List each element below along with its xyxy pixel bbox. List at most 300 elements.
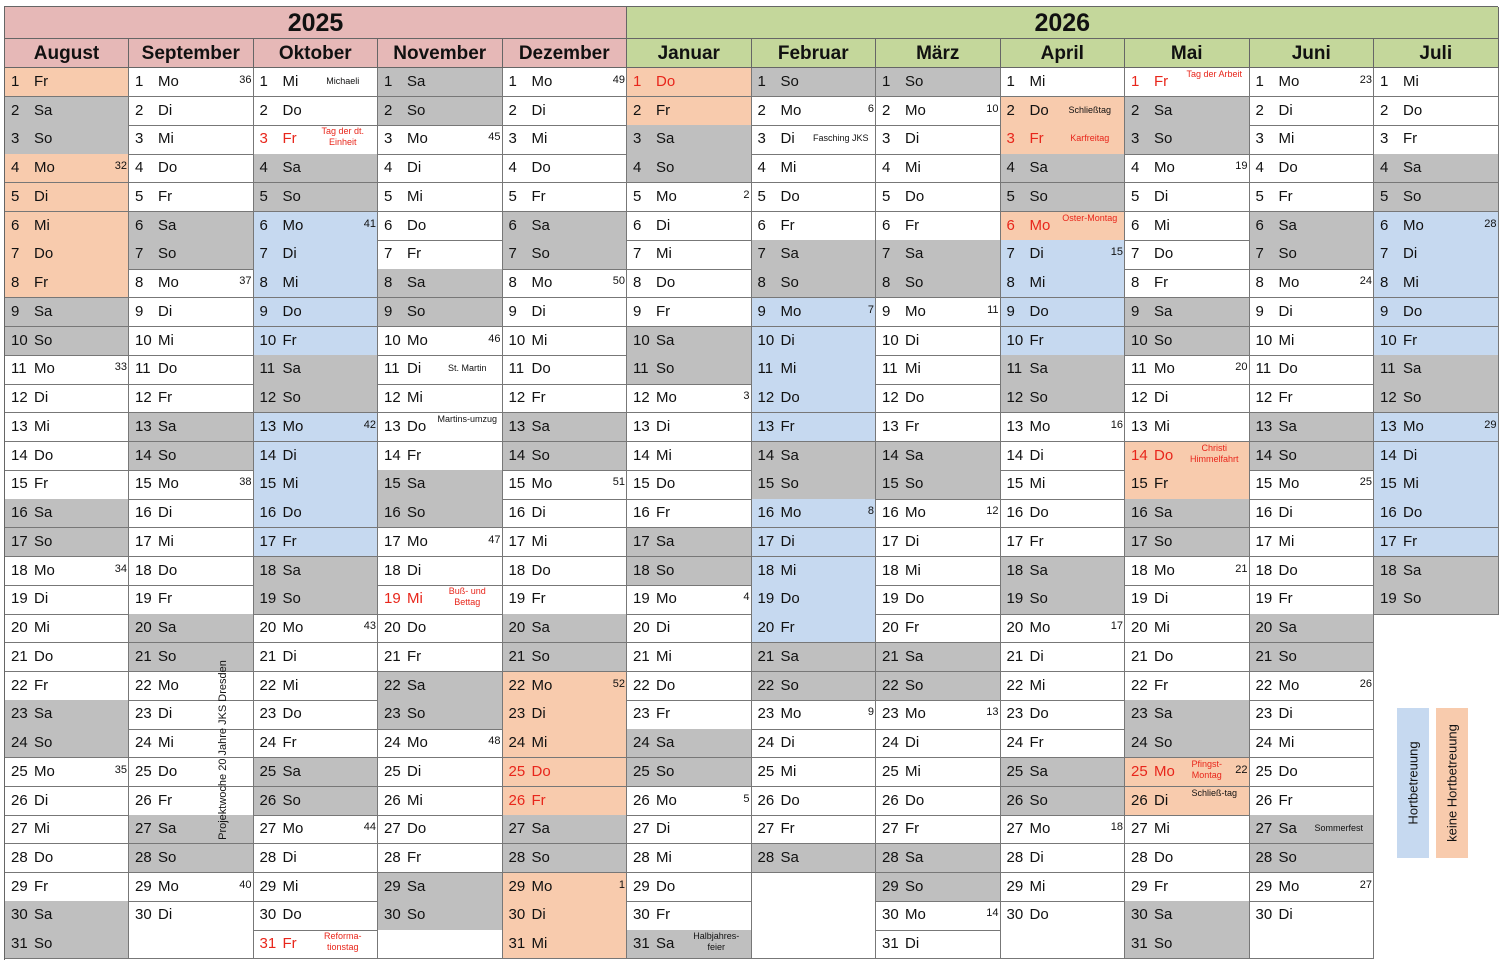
day-cell — [1125, 557, 1250, 586]
day-number: 16 — [882, 504, 899, 522]
day-number: 13 — [135, 417, 152, 435]
weekday: So — [905, 676, 924, 694]
weekday: Sa — [34, 906, 53, 924]
weekday: Di — [780, 734, 795, 752]
week-number: 8 — [867, 505, 874, 518]
weekday: So — [1403, 187, 1422, 205]
weekday: Do — [656, 73, 676, 90]
weekday: Di — [1029, 647, 1044, 665]
weekday: Fr — [1154, 274, 1169, 292]
week-number: 18 — [1110, 821, 1123, 834]
weekday: Mo — [1154, 159, 1175, 177]
week-number: 35 — [114, 763, 127, 776]
day-number: 20 — [259, 619, 277, 637]
weekday: Sa — [1278, 216, 1297, 234]
weekday: Mi — [1403, 475, 1419, 493]
weekday: Mo — [407, 130, 428, 148]
day-cell — [1125, 528, 1250, 557]
day-cell — [5, 528, 129, 557]
day-cell — [254, 528, 379, 557]
day-number: 9 — [259, 302, 268, 320]
day-number: 16 — [633, 504, 650, 522]
day-cell — [1125, 355, 1250, 384]
day-number: 8 — [1380, 274, 1389, 292]
day-number: 11 — [508, 360, 525, 378]
weekday: So — [1029, 590, 1048, 608]
weekday: Sa — [656, 935, 675, 953]
weekday: So — [158, 848, 177, 866]
empty-cell — [1374, 930, 1499, 959]
year-calendar — [4, 6, 1498, 960]
day-number: 1 — [1006, 73, 1015, 90]
day-note: Buß- und Bettag — [448, 586, 486, 608]
weekday: Mi — [158, 734, 174, 752]
day-cell — [503, 212, 628, 241]
weekday: Mi — [282, 676, 299, 694]
weekday: Di — [1278, 705, 1293, 723]
weekday: So — [282, 389, 301, 407]
day-number: 2 — [1380, 101, 1389, 119]
weekday: So — [1029, 791, 1048, 809]
day-cell — [5, 643, 129, 672]
day-cell — [1001, 384, 1126, 413]
day-number: 8 — [11, 274, 20, 292]
empty-cell — [1374, 873, 1499, 902]
day-number: 10 — [384, 331, 401, 349]
weekday: Mi — [905, 159, 921, 177]
empty-cell — [752, 873, 877, 902]
week-number: 36 — [239, 74, 252, 86]
day-number: 19 — [1380, 590, 1397, 608]
day-note: Reforma-tionstag — [323, 931, 362, 953]
weekday: Di — [656, 619, 671, 637]
day-number: 10 — [135, 331, 152, 349]
weekday: Di — [34, 590, 49, 608]
day-cell — [503, 700, 628, 729]
day-note: Christi Himmelfahrt — [1189, 442, 1239, 464]
weekday: So — [656, 762, 675, 780]
day-number: 2 — [259, 101, 268, 119]
day-cell — [129, 815, 254, 844]
day-number: 29 — [1255, 877, 1273, 895]
day-cell — [1001, 758, 1126, 787]
empty-cell — [1001, 930, 1126, 959]
day-number: 12 — [384, 389, 401, 407]
weekday: So — [531, 647, 550, 665]
weekday: Mi — [1029, 274, 1046, 292]
weekday: Fr — [282, 734, 297, 752]
day-number: 2 — [1255, 101, 1264, 119]
day-number: 10 — [259, 331, 277, 349]
day-cell — [1125, 815, 1250, 844]
day-cell — [378, 212, 503, 241]
day-number: 19 — [259, 590, 277, 608]
weekday: Do — [656, 475, 676, 493]
day-cell — [627, 212, 752, 241]
weekday: Do — [282, 101, 302, 119]
weekday: Do — [1278, 762, 1298, 780]
day-cell — [5, 787, 129, 816]
day-number: 3 — [882, 130, 891, 148]
legend-hortbetreuung-label: Hortbetreuung — [1405, 741, 1421, 825]
day-number: 14 — [1380, 446, 1397, 464]
weekday: Do — [34, 446, 54, 464]
day-cell — [1125, 700, 1250, 729]
weekday: Mo — [158, 274, 179, 292]
day-number: 31 — [508, 935, 526, 953]
day-number: 16 — [11, 504, 28, 522]
day-cell — [378, 787, 503, 816]
day-cell — [752, 672, 877, 701]
day-number: 17 — [11, 532, 28, 550]
weekday: Fr — [34, 676, 49, 694]
weekday: Do — [282, 504, 302, 522]
day-cell — [876, 729, 1001, 758]
day-cell — [254, 815, 379, 844]
weekday: Di — [34, 791, 49, 809]
weekday: Do — [780, 389, 800, 407]
day-cell — [876, 97, 1001, 126]
day-number: 18 — [1380, 561, 1397, 579]
day-number: 28 — [384, 848, 401, 866]
weekday: Mo — [656, 791, 677, 809]
weekday: Fr — [158, 389, 173, 407]
weekday: Fr — [780, 216, 795, 234]
day-number: 16 — [1255, 504, 1273, 522]
weekday: Fr — [656, 302, 671, 320]
weekday: Fr — [1278, 187, 1293, 205]
weekday: Mo — [282, 820, 304, 838]
day-cell — [5, 557, 129, 586]
day-cell — [1125, 240, 1250, 269]
day-cell — [129, 183, 254, 212]
weekday: Di — [282, 848, 297, 866]
weekday: Sa — [1278, 619, 1297, 637]
day-number: 18 — [1255, 561, 1273, 579]
day-number: 13 — [384, 417, 401, 435]
day-number: 4 — [633, 159, 642, 177]
day-number: 10 — [1131, 331, 1148, 349]
day-number: 18 — [1006, 561, 1024, 579]
day-number: 20 — [1255, 619, 1273, 637]
month-header: Februar — [752, 39, 877, 68]
day-number: 28 — [135, 848, 152, 866]
weekday: Mi — [531, 130, 548, 148]
day-cell — [1001, 700, 1126, 729]
day-cell — [627, 125, 752, 154]
weekday: Sa — [1403, 159, 1422, 177]
day-cell — [876, 413, 1001, 442]
day-cell — [378, 154, 503, 183]
day-number: 10 — [11, 331, 28, 349]
week-number: 40 — [239, 878, 252, 891]
day-number: 1 — [11, 73, 20, 90]
year-header-2026: 2026 — [627, 7, 1499, 39]
day-number: 24 — [508, 734, 526, 752]
day-cell — [1001, 68, 1126, 97]
day-cell — [1125, 672, 1250, 701]
day-cell — [1001, 585, 1126, 614]
day-number: 16 — [1380, 504, 1397, 522]
day-number: 30 — [11, 906, 28, 924]
day-cell — [129, 499, 254, 528]
weekday: Fr — [780, 820, 795, 838]
weekday: So — [905, 274, 924, 292]
day-number: 28 — [1131, 848, 1148, 866]
weekday: Do — [158, 159, 178, 177]
weekday: Sa — [780, 245, 799, 263]
weekday: Mi — [1029, 676, 1046, 694]
day-number: 14 — [1006, 446, 1024, 464]
weekday: Mi — [531, 532, 548, 550]
weekday: Fr — [1154, 877, 1169, 895]
day-cell — [1001, 557, 1126, 586]
day-number: 3 — [11, 130, 20, 148]
weekday: Do — [1154, 245, 1174, 263]
day-number: 7 — [1380, 245, 1389, 263]
day-number: 14 — [135, 446, 152, 464]
weekday: Mi — [1154, 417, 1170, 435]
day-number: 24 — [11, 734, 28, 752]
weekday: Mi — [1029, 877, 1046, 895]
day-number: 16 — [508, 504, 526, 522]
day-cell — [752, 528, 877, 557]
weekday: Sa — [407, 274, 426, 292]
day-number: 20 — [1131, 619, 1148, 637]
day-number: 4 — [757, 159, 766, 177]
weekday: Di — [407, 360, 422, 378]
weekday: Di — [905, 935, 920, 953]
weekday: Do — [407, 619, 427, 637]
weekday: Do — [780, 590, 800, 608]
day-cell — [752, 614, 877, 643]
day-number: 29 — [633, 877, 650, 895]
day-cell — [254, 442, 379, 471]
legend-hortbetreuung — [1397, 708, 1429, 858]
day-cell — [1374, 499, 1499, 528]
day-number: 20 — [384, 619, 401, 637]
day-number: 15 — [633, 475, 650, 493]
day-cell — [378, 844, 503, 873]
day-number: 5 — [1131, 187, 1140, 205]
day-cell — [378, 413, 503, 442]
day-cell — [1250, 729, 1375, 758]
day-number: 9 — [135, 302, 144, 320]
day-cell — [129, 413, 254, 442]
day-number: 15 — [1255, 475, 1273, 493]
day-number: 21 — [384, 647, 401, 665]
day-number: 17 — [882, 532, 899, 550]
day-cell — [1001, 154, 1126, 183]
day-number: 16 — [384, 504, 401, 522]
day-number: 18 — [135, 561, 152, 579]
weekday: Mi — [1403, 73, 1419, 90]
day-note: Karfreitag — [1070, 133, 1110, 144]
day-cell — [254, 585, 379, 614]
day-number: 9 — [882, 302, 891, 320]
weekday: Fr — [158, 791, 173, 809]
weekday: So — [1029, 389, 1048, 407]
day-cell — [627, 700, 752, 729]
day-cell — [5, 901, 129, 930]
weekday: So — [34, 532, 53, 550]
weekday: Fr — [1029, 734, 1044, 752]
day-cell — [876, 672, 1001, 701]
week-number: 27 — [1359, 878, 1372, 891]
day-cell — [627, 97, 752, 126]
day-cell — [378, 183, 503, 212]
day-number: 1 — [1380, 73, 1389, 90]
day-cell — [1001, 355, 1126, 384]
day-cell — [876, 183, 1001, 212]
day-cell — [378, 68, 503, 97]
weekday: So — [780, 475, 799, 493]
day-cell — [5, 470, 129, 499]
day-number: 17 — [1380, 532, 1397, 550]
day-number: 26 — [1131, 791, 1148, 809]
weekday: Mo — [34, 561, 55, 579]
day-cell — [129, 97, 254, 126]
weekday: So — [1403, 590, 1422, 608]
day-cell — [1125, 844, 1250, 873]
weekday: Di — [905, 734, 920, 752]
day-cell — [378, 873, 503, 902]
weekday: Do — [656, 676, 676, 694]
day-number: 22 — [508, 676, 526, 694]
day-cell — [129, 125, 254, 154]
day-cell — [503, 672, 628, 701]
day-cell — [5, 68, 129, 97]
week-number: 21 — [1235, 562, 1248, 575]
empty-cell — [1374, 643, 1499, 672]
weekday: Do — [282, 906, 302, 924]
weekday: Do — [1029, 906, 1049, 924]
day-cell — [876, 873, 1001, 902]
day-number: 19 — [882, 590, 899, 608]
day-cell — [503, 758, 628, 787]
day-cell — [627, 643, 752, 672]
day-number: 24 — [1006, 734, 1024, 752]
day-number: 10 — [757, 331, 775, 349]
day-number: 8 — [633, 274, 642, 292]
day-number: 7 — [757, 245, 766, 263]
weekday: Sa — [531, 216, 550, 234]
day-number: 22 — [135, 676, 152, 694]
day-number: 5 — [11, 187, 20, 205]
day-cell — [752, 355, 877, 384]
day-number: 20 — [11, 619, 28, 637]
day-cell — [1125, 125, 1250, 154]
day-number: 3 — [259, 130, 268, 148]
day-cell — [503, 470, 628, 499]
day-cell — [876, 68, 1001, 97]
day-number: 3 — [1131, 130, 1140, 148]
day-number: 25 — [757, 762, 775, 780]
weekday: Di — [1029, 446, 1044, 464]
empty-cell — [752, 901, 877, 930]
weekday: Sa — [34, 101, 53, 119]
month-header: Dezember — [503, 39, 628, 68]
weekday: Sa — [1029, 561, 1048, 579]
day-number: 14 — [882, 446, 899, 464]
week-number: 17 — [1110, 620, 1123, 633]
day-cell — [254, 97, 379, 126]
day-number: 21 — [1255, 647, 1273, 665]
weekday: Mo — [780, 504, 802, 522]
weekday: Mi — [158, 532, 174, 550]
weekday: Mo — [656, 187, 677, 205]
day-cell — [1250, 557, 1375, 586]
weekday: Sa — [656, 532, 675, 550]
weekday: Sa — [656, 331, 675, 349]
day-cell — [1001, 470, 1126, 499]
day-number: 24 — [259, 734, 277, 752]
day-number: 20 — [757, 619, 775, 637]
day-number: 24 — [633, 734, 650, 752]
weekday: Do — [34, 647, 54, 665]
weekday: So — [1154, 734, 1173, 752]
day-cell — [503, 327, 628, 356]
day-number: 7 — [1131, 245, 1140, 263]
weekday: Mo — [905, 101, 926, 119]
week-number: 34 — [114, 562, 127, 575]
day-number: 22 — [882, 676, 899, 694]
weekday: Mo — [1029, 417, 1051, 435]
day-cell — [627, 470, 752, 499]
weekday: Sa — [656, 130, 675, 148]
day-cell — [1374, 384, 1499, 413]
weekday: Mi — [1278, 331, 1295, 349]
day-number: 25 — [384, 762, 401, 780]
weekday: Mi — [780, 360, 797, 378]
weekday: Sa — [1029, 360, 1048, 378]
weekday: Mi — [1154, 216, 1170, 234]
weekday: Fr — [282, 331, 297, 349]
day-number: 14 — [508, 446, 526, 464]
weekday: Fr — [1029, 331, 1044, 349]
day-cell — [254, 470, 379, 499]
weekday: Mi — [531, 935, 548, 953]
weekday: So — [407, 504, 426, 522]
day-number: 2 — [135, 101, 144, 119]
weekday: Mi — [407, 187, 423, 205]
day-number: 10 — [882, 331, 899, 349]
day-cell — [254, 700, 379, 729]
day-cell — [1001, 125, 1126, 154]
weekday: Sa — [780, 446, 799, 464]
weekday: Di — [656, 417, 671, 435]
weekday: Mo — [780, 705, 802, 723]
day-cell — [1001, 528, 1126, 557]
weekday: Mi — [158, 130, 174, 148]
weekday: Sa — [158, 820, 177, 838]
day-cell — [378, 298, 503, 327]
day-cell — [876, 355, 1001, 384]
day-number: 30 — [508, 906, 526, 924]
day-number: 28 — [11, 848, 28, 866]
day-cell — [129, 212, 254, 241]
weekday: So — [158, 245, 177, 263]
weekday: Mi — [1154, 619, 1170, 637]
week-number: 2 — [743, 188, 750, 201]
day-cell — [129, 528, 254, 557]
day-cell — [627, 442, 752, 471]
weekday: Di — [1278, 302, 1293, 320]
day-cell — [876, 557, 1001, 586]
day-number: 6 — [882, 216, 891, 234]
weekday: Mo — [34, 159, 55, 177]
day-number: 29 — [259, 877, 277, 895]
